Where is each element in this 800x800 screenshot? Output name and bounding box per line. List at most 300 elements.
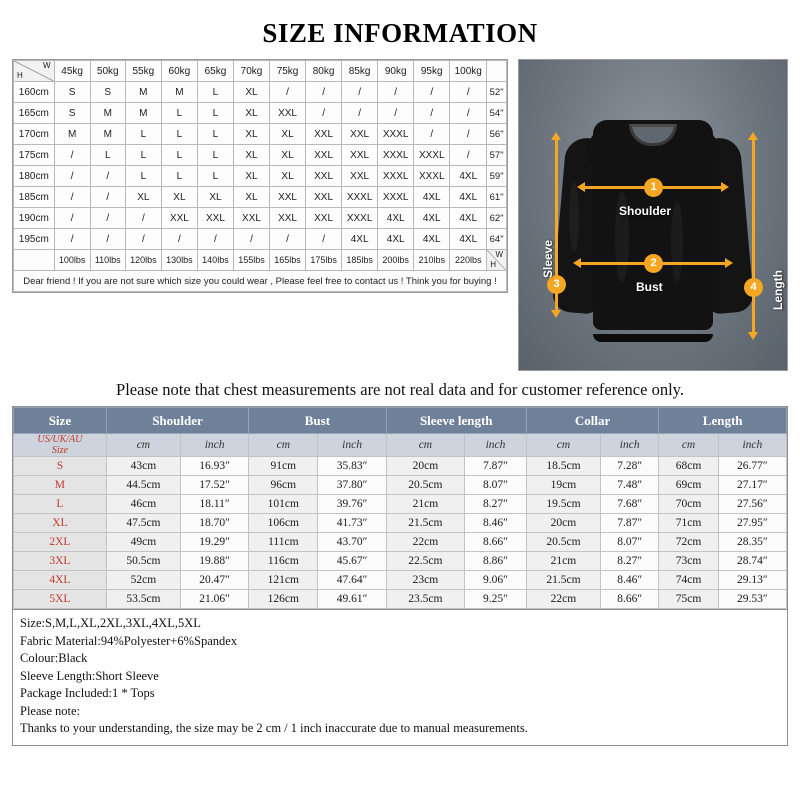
- spec-size-cell: M: [14, 476, 107, 495]
- footer-line: Package Included:1 * Tops: [20, 686, 155, 700]
- grid-weight-header: 60kg: [161, 61, 197, 82]
- grid-size-cell: /: [414, 103, 450, 124]
- grid-size-cell: XXL: [270, 208, 306, 229]
- marker-3-badge: 3: [547, 275, 566, 294]
- spec-value-cm: 91cm: [249, 457, 318, 476]
- grid-size-cell: /: [414, 124, 450, 145]
- grid-size-cell: XXXL: [378, 124, 414, 145]
- spec-value-cm: 126cm: [249, 590, 318, 609]
- spec-header-cell: Size: [14, 408, 107, 434]
- grid-weight-lbs: 120lbs: [125, 250, 161, 271]
- spec-header-cell: Bust: [249, 408, 386, 434]
- spec-value-cm: 106cm: [249, 514, 318, 533]
- grid-size-cell: 4XL: [450, 229, 487, 250]
- product-details-footer: [12, 610, 788, 746]
- spec-value-cm: 116cm: [249, 552, 318, 571]
- grid-size-cell: L: [90, 145, 125, 166]
- grid-weight-lbs: 130lbs: [161, 250, 197, 271]
- grid-size-cell: /: [342, 103, 378, 124]
- grid-height-header: 190cm: [14, 208, 55, 229]
- footer-line: Fabric Material:94%Polyester+6%Spandex: [20, 633, 238, 648]
- grid-height-inch: 61": [487, 187, 507, 208]
- grid-size-cell: L: [161, 145, 197, 166]
- grid-footer-corner: H W: [487, 250, 507, 271]
- grid-size-cell: S: [54, 103, 90, 124]
- grid-size-cell: S: [54, 82, 90, 103]
- grid-weight-header: 75kg: [270, 61, 306, 82]
- grid-size-cell: XXXL: [378, 166, 414, 187]
- grid-size-cell: XL: [233, 82, 269, 103]
- spec-value-cm: 21.5cm: [526, 571, 600, 590]
- grid-size-cell: L: [161, 166, 197, 187]
- grid-size-cell: 4XL: [450, 208, 487, 229]
- grid-size-cell: L: [197, 145, 233, 166]
- spec-value-cm: 68cm: [659, 457, 718, 476]
- grid-size-cell: L: [161, 103, 197, 124]
- spec-value-inch: 29.53″: [718, 590, 786, 609]
- height-weight-grid: [12, 59, 508, 293]
- bust-arrow-head-left: [573, 258, 581, 268]
- length-arrow-head-top: [748, 132, 758, 140]
- spec-value-cm: 47.5cm: [106, 514, 180, 533]
- grid-size-cell: M: [90, 103, 125, 124]
- grid-size-cell: L: [125, 166, 161, 187]
- spec-value-cm: 49cm: [106, 533, 180, 552]
- spec-value-cm: 23cm: [386, 571, 465, 590]
- grid-size-cell: /: [270, 82, 306, 103]
- grid-size-cell: 4XL: [450, 187, 487, 208]
- spec-value-cm: 96cm: [249, 476, 318, 495]
- grid-size-cell: L: [197, 124, 233, 145]
- grid-size-cell: L: [197, 103, 233, 124]
- grid-weight-lbs: 100lbs: [54, 250, 90, 271]
- spec-value-cm: 20.5cm: [526, 533, 600, 552]
- spec-value-cm: 18.5cm: [526, 457, 600, 476]
- grid-height-inch: 54": [487, 103, 507, 124]
- height-weight-table: [13, 60, 507, 292]
- spec-value-inch: 16.93″: [181, 457, 249, 476]
- grid-height-header: 180cm: [14, 166, 55, 187]
- spec-value-cm: 73cm: [659, 552, 718, 571]
- spec-value-cm: 72cm: [659, 533, 718, 552]
- grid-size-cell: /: [54, 208, 90, 229]
- grid-weight-header: 70kg: [233, 61, 269, 82]
- marker-4-badge: 4: [744, 278, 763, 297]
- spec-value-inch: 18.11″: [181, 495, 249, 514]
- grid-size-cell: XXXL: [342, 187, 378, 208]
- spec-value-cm: 111cm: [249, 533, 318, 552]
- grid-size-cell: XL: [197, 187, 233, 208]
- spec-value-cm: 121cm: [249, 571, 318, 590]
- spec-value-cm: 50.5cm: [106, 552, 180, 571]
- grid-height-header: 175cm: [14, 145, 55, 166]
- spec-size-cell: 2XL: [14, 533, 107, 552]
- spec-row: [14, 476, 787, 495]
- spec-value-inch: 8.46″: [465, 514, 527, 533]
- grid-size-cell: 4XL: [342, 229, 378, 250]
- grid-lbs-corner: [14, 250, 55, 271]
- grid-size-cell: XXL: [342, 166, 378, 187]
- spec-value-cm: 22cm: [386, 533, 465, 552]
- grid-corner-header: H W: [14, 61, 55, 82]
- grid-weight-lbs: 140lbs: [197, 250, 233, 271]
- spec-value-cm: 20cm: [526, 514, 600, 533]
- grid-size-cell: XXL: [270, 187, 306, 208]
- spec-unit-cm: cm: [659, 434, 718, 457]
- spec-value-cm: 75cm: [659, 590, 718, 609]
- shoulder-label: Shoulder: [619, 204, 672, 218]
- grid-size-cell: XXL: [270, 103, 306, 124]
- grid-weight-header: 80kg: [306, 61, 342, 82]
- spec-value-inch: 49.61″: [318, 590, 386, 609]
- spec-value-inch: 39.76″: [318, 495, 386, 514]
- top-section: [0, 59, 800, 371]
- grid-row: [14, 82, 507, 103]
- grid-weight-header: 85kg: [342, 61, 378, 82]
- grid-size-cell: L: [161, 124, 197, 145]
- grid-size-cell: /: [90, 208, 125, 229]
- grid-size-cell: XXL: [306, 187, 342, 208]
- spec-value-cm: 22cm: [526, 590, 600, 609]
- spec-value-inch: 8.07″: [465, 476, 527, 495]
- grid-size-cell: /: [306, 229, 342, 250]
- grid-height-header: 195cm: [14, 229, 55, 250]
- grid-size-cell: M: [125, 82, 161, 103]
- spec-value-inch: 43.70″: [318, 533, 386, 552]
- grid-weight-header: 90kg: [378, 61, 414, 82]
- sleeve-arrow-head-top: [551, 132, 561, 140]
- spec-value-cm: 20cm: [386, 457, 465, 476]
- grid-size-cell: XXL: [306, 124, 342, 145]
- spec-value-cm: 70cm: [659, 495, 718, 514]
- spec-header-cell: Sleeve length: [386, 408, 526, 434]
- grid-size-cell: XL: [161, 187, 197, 208]
- spec-value-cm: 52cm: [106, 571, 180, 590]
- grid-size-cell: XXL: [306, 166, 342, 187]
- spec-value-cm: 23.5cm: [386, 590, 465, 609]
- spec-value-inch: 8.66″: [601, 590, 659, 609]
- grid-size-cell: XXXL: [378, 145, 414, 166]
- grid-size-cell: /: [342, 82, 378, 103]
- grid-size-cell: XXL: [306, 208, 342, 229]
- spec-value-cm: 19cm: [526, 476, 600, 495]
- grid-size-cell: /: [450, 103, 487, 124]
- spec-size-cell: L: [14, 495, 107, 514]
- grid-height-inch-header: [487, 61, 507, 82]
- grid-size-cell: XL: [125, 187, 161, 208]
- spec-row: [14, 514, 787, 533]
- spec-value-inch: 8.46″: [601, 571, 659, 590]
- grid-size-cell: 4XL: [378, 208, 414, 229]
- spec-value-inch: 37.80″: [318, 476, 386, 495]
- grid-size-cell: /: [270, 229, 306, 250]
- grid-size-cell: /: [54, 145, 90, 166]
- spec-value-inch: 19.29″: [181, 533, 249, 552]
- spec-row: [14, 552, 787, 571]
- spec-value-inch: 18.70″: [181, 514, 249, 533]
- grid-weight-header: 50kg: [90, 61, 125, 82]
- grid-height-inch: 64": [487, 229, 507, 250]
- grid-size-cell: /: [414, 82, 450, 103]
- spec-value-cm: 69cm: [659, 476, 718, 495]
- grid-size-cell: /: [161, 229, 197, 250]
- grid-lbs-row: [14, 250, 507, 271]
- footer-line: Please note:: [20, 703, 81, 718]
- grid-size-cell: S: [90, 82, 125, 103]
- grid-size-cell: /: [90, 166, 125, 187]
- spec-value-inch: 7.87″: [601, 514, 659, 533]
- grid-size-cell: L: [125, 124, 161, 145]
- grid-weight-lbs: 155lbs: [233, 250, 269, 271]
- grid-height-header: 170cm: [14, 124, 55, 145]
- grid-size-cell: L: [125, 145, 161, 166]
- grid-size-cell: XXXL: [414, 145, 450, 166]
- grid-size-cell: /: [197, 229, 233, 250]
- grid-row: [14, 124, 507, 145]
- spec-row: [14, 457, 787, 476]
- grid-weight-lbs: 210lbs: [414, 250, 450, 271]
- spec-value-inch: 9.25″: [465, 590, 527, 609]
- spec-row: [14, 590, 787, 609]
- spec-value-inch: 26.77″: [718, 457, 786, 476]
- spec-unit-inch: inch: [718, 434, 786, 457]
- grid-size-cell: M: [54, 124, 90, 145]
- grid-size-cell: XL: [233, 103, 269, 124]
- grid-size-cell: /: [54, 166, 90, 187]
- spec-value-inch: 28.74″: [718, 552, 786, 571]
- grid-height-inch: 62": [487, 208, 507, 229]
- grid-size-cell: M: [125, 103, 161, 124]
- spec-size-cell: 4XL: [14, 571, 107, 590]
- grid-height-inch: 59": [487, 166, 507, 187]
- grid-size-cell: /: [125, 229, 161, 250]
- grid-size-cell: /: [378, 82, 414, 103]
- grid-size-cell: XL: [233, 124, 269, 145]
- spec-size-cell: XL: [14, 514, 107, 533]
- footer-line: Sleeve Length:Short Sleeve: [20, 668, 159, 683]
- grid-row: [14, 208, 507, 229]
- grid-row: [14, 166, 507, 187]
- spec-value-cm: 71cm: [659, 514, 718, 533]
- spec-value-cm: 19.5cm: [526, 495, 600, 514]
- grid-weight-header: 100kg: [450, 61, 487, 82]
- measurement-photo: [518, 59, 788, 371]
- spec-unit-inch: inch: [181, 434, 249, 457]
- grid-note-text: Dear friend ! If you are not sure which size you could wear , Please feel free to contact us ! Think you for buying !: [14, 271, 507, 292]
- grid-size-cell: L: [197, 166, 233, 187]
- footer-line: Size:S,M,L,XL,2XL,3XL,4XL,5XL: [20, 616, 201, 630]
- grid-size-cell: /: [450, 124, 487, 145]
- grid-size-cell: XXXL: [342, 208, 378, 229]
- grid-height-inch: 52": [487, 82, 507, 103]
- spec-value-inch: 29.13″: [718, 571, 786, 590]
- spec-header-cell: Length: [659, 408, 787, 434]
- spec-value-inch: 8.27″: [465, 495, 527, 514]
- spec-value-inch: 47.64″: [318, 571, 386, 590]
- spec-value-inch: 27.17″: [718, 476, 786, 495]
- grid-size-cell: XXL: [161, 208, 197, 229]
- length-arrow-line: [752, 140, 755, 332]
- grid-size-cell: XXL: [197, 208, 233, 229]
- grid-size-cell: /: [306, 103, 342, 124]
- spec-unit-cm: cm: [249, 434, 318, 457]
- grid-size-cell: XXXL: [414, 166, 450, 187]
- spec-value-inch: 28.35″: [718, 533, 786, 552]
- spec-value-cm: 21.5cm: [386, 514, 465, 533]
- spec-value-cm: 43cm: [106, 457, 180, 476]
- grid-size-cell: M: [90, 124, 125, 145]
- grid-size-cell: /: [90, 229, 125, 250]
- spec-value-cm: 53.5cm: [106, 590, 180, 609]
- grid-size-cell: 4XL: [414, 187, 450, 208]
- grid-weight-lbs: 185lbs: [342, 250, 378, 271]
- grid-weight-header: 95kg: [414, 61, 450, 82]
- shoulder-arrow-head-right: [721, 182, 729, 192]
- grid-weight-lbs: 200lbs: [378, 250, 414, 271]
- grid-size-cell: /: [125, 208, 161, 229]
- grid-size-cell: XL: [270, 166, 306, 187]
- spec-header-cell: Collar: [526, 408, 659, 434]
- grid-size-cell: XL: [233, 187, 269, 208]
- spec-size-cell: 3XL: [14, 552, 107, 571]
- grid-row: [14, 187, 507, 208]
- spec-value-cm: 21cm: [386, 495, 465, 514]
- grid-size-cell: 4XL: [450, 166, 487, 187]
- shirt-illustration: [553, 112, 753, 342]
- spec-value-inch: 20.47″: [181, 571, 249, 590]
- spec-row: [14, 495, 787, 514]
- spec-value-inch: 8.66″: [465, 533, 527, 552]
- spec-value-inch: 7.68″: [601, 495, 659, 514]
- spec-value-inch: 8.86″: [465, 552, 527, 571]
- spec-value-inch: 45.67″: [318, 552, 386, 571]
- spec-value-inch: 27.56″: [718, 495, 786, 514]
- grid-size-cell: 4XL: [414, 229, 450, 250]
- spec-value-inch: 9.06″: [465, 571, 527, 590]
- grid-size-cell: XL: [270, 145, 306, 166]
- grid-size-cell: /: [54, 229, 90, 250]
- spec-value-cm: 74cm: [659, 571, 718, 590]
- shoulder-arrow-head-left: [577, 182, 585, 192]
- spec-value-cm: 46cm: [106, 495, 180, 514]
- spec-value-inch: 27.95″: [718, 514, 786, 533]
- grid-note-row: [14, 271, 507, 292]
- spec-unit-cm: cm: [526, 434, 600, 457]
- page-title: SIZE INFORMATION: [262, 18, 538, 48]
- grid-size-cell: XXL: [306, 145, 342, 166]
- grid-weight-header: 45kg: [54, 61, 90, 82]
- grid-height-inch: 56": [487, 124, 507, 145]
- footer-line: Thanks to your understanding, the size may be 2 cm / 1 inch inaccurate due to manual measurements.: [20, 721, 528, 735]
- grid-height-header: 185cm: [14, 187, 55, 208]
- spec-value-cm: 101cm: [249, 495, 318, 514]
- marker-2-badge: 2: [644, 254, 663, 273]
- spec-unit-inch: inch: [465, 434, 527, 457]
- grid-row: [14, 229, 507, 250]
- spec-unit-cm: cm: [386, 434, 465, 457]
- grid-size-cell: /: [450, 145, 487, 166]
- length-arrow-head-bottom: [748, 332, 758, 340]
- grid-weight-header: 65kg: [197, 61, 233, 82]
- spec-value-cm: 20.5cm: [386, 476, 465, 495]
- chest-measurement-note: Please note that chest measurements are not real data and for customer reference only.: [116, 380, 684, 399]
- grid-weight-lbs: 175lbs: [306, 250, 342, 271]
- spec-value-inch: 17.52″: [181, 476, 249, 495]
- grid-size-cell: XXL: [342, 145, 378, 166]
- length-label: Length: [771, 270, 785, 310]
- grid-size-cell: XXXL: [378, 187, 414, 208]
- spec-value-inch: 7.87″: [465, 457, 527, 476]
- grid-weight-lbs: 220lbs: [450, 250, 487, 271]
- grid-size-cell: XL: [270, 124, 306, 145]
- spec-header-cell: Shoulder: [106, 408, 248, 434]
- grid-weight-lbs: 165lbs: [270, 250, 306, 271]
- spec-value-inch: 7.48″: [601, 476, 659, 495]
- spec-value-inch: 8.07″: [601, 533, 659, 552]
- spec-value-cm: 21cm: [526, 552, 600, 571]
- spec-value-inch: 19.88″: [181, 552, 249, 571]
- spec-header-row: [14, 408, 787, 434]
- spec-row: [14, 533, 787, 552]
- grid-size-cell: M: [161, 82, 197, 103]
- spec-value-cm: 44.5cm: [106, 476, 180, 495]
- spec-subheader-row: [14, 434, 787, 457]
- spec-row: [14, 571, 787, 590]
- grid-row: [14, 145, 507, 166]
- spec-value-inch: 41.73″: [318, 514, 386, 533]
- grid-size-cell: /: [450, 82, 487, 103]
- grid-row: [14, 103, 507, 124]
- spec-size-cell: S: [14, 457, 107, 476]
- grid-weight-lbs: 110lbs: [90, 250, 125, 271]
- spec-value-inch: 35.83″: [318, 457, 386, 476]
- grid-height-header: 160cm: [14, 82, 55, 103]
- spec-value-inch: 7.28″: [601, 457, 659, 476]
- shirt-hem: [593, 334, 713, 342]
- footer-line: Colour:Black: [20, 651, 88, 665]
- grid-size-cell: /: [378, 103, 414, 124]
- grid-size-cell: L: [197, 82, 233, 103]
- grid-size-cell: 4XL: [414, 208, 450, 229]
- size-spec-table-wrap: [12, 406, 788, 610]
- grid-size-cell: /: [90, 187, 125, 208]
- grid-size-cell: 4XL: [378, 229, 414, 250]
- grid-size-cell: /: [233, 229, 269, 250]
- grid-size-cell: XL: [233, 166, 269, 187]
- spec-unit-inch: inch: [318, 434, 386, 457]
- spec-value-cm: 22.5cm: [386, 552, 465, 571]
- spec-size-subheader: US/UK/AU Size: [14, 434, 107, 457]
- spec-unit-inch: inch: [601, 434, 659, 457]
- sleeve-label: Sleeve: [541, 239, 555, 278]
- spec-unit-cm: cm: [106, 434, 180, 457]
- grid-height-header: 165cm: [14, 103, 55, 124]
- size-spec-table: [13, 407, 787, 609]
- grid-size-cell: XXL: [233, 208, 269, 229]
- bust-label: Bust: [636, 280, 663, 294]
- sleeve-arrow-head-bottom: [551, 310, 561, 318]
- spec-value-inch: 8.27″: [601, 552, 659, 571]
- fabric-fold: [569, 182, 579, 252]
- grid-size-cell: XXL: [342, 124, 378, 145]
- fabric-fold: [671, 202, 683, 282]
- grid-size-cell: /: [54, 187, 90, 208]
- spec-value-inch: 21.06″: [181, 590, 249, 609]
- bust-arrow-head-right: [725, 258, 733, 268]
- grid-size-cell: XL: [233, 145, 269, 166]
- spec-size-cell: 5XL: [14, 590, 107, 609]
- grid-weight-header: 55kg: [125, 61, 161, 82]
